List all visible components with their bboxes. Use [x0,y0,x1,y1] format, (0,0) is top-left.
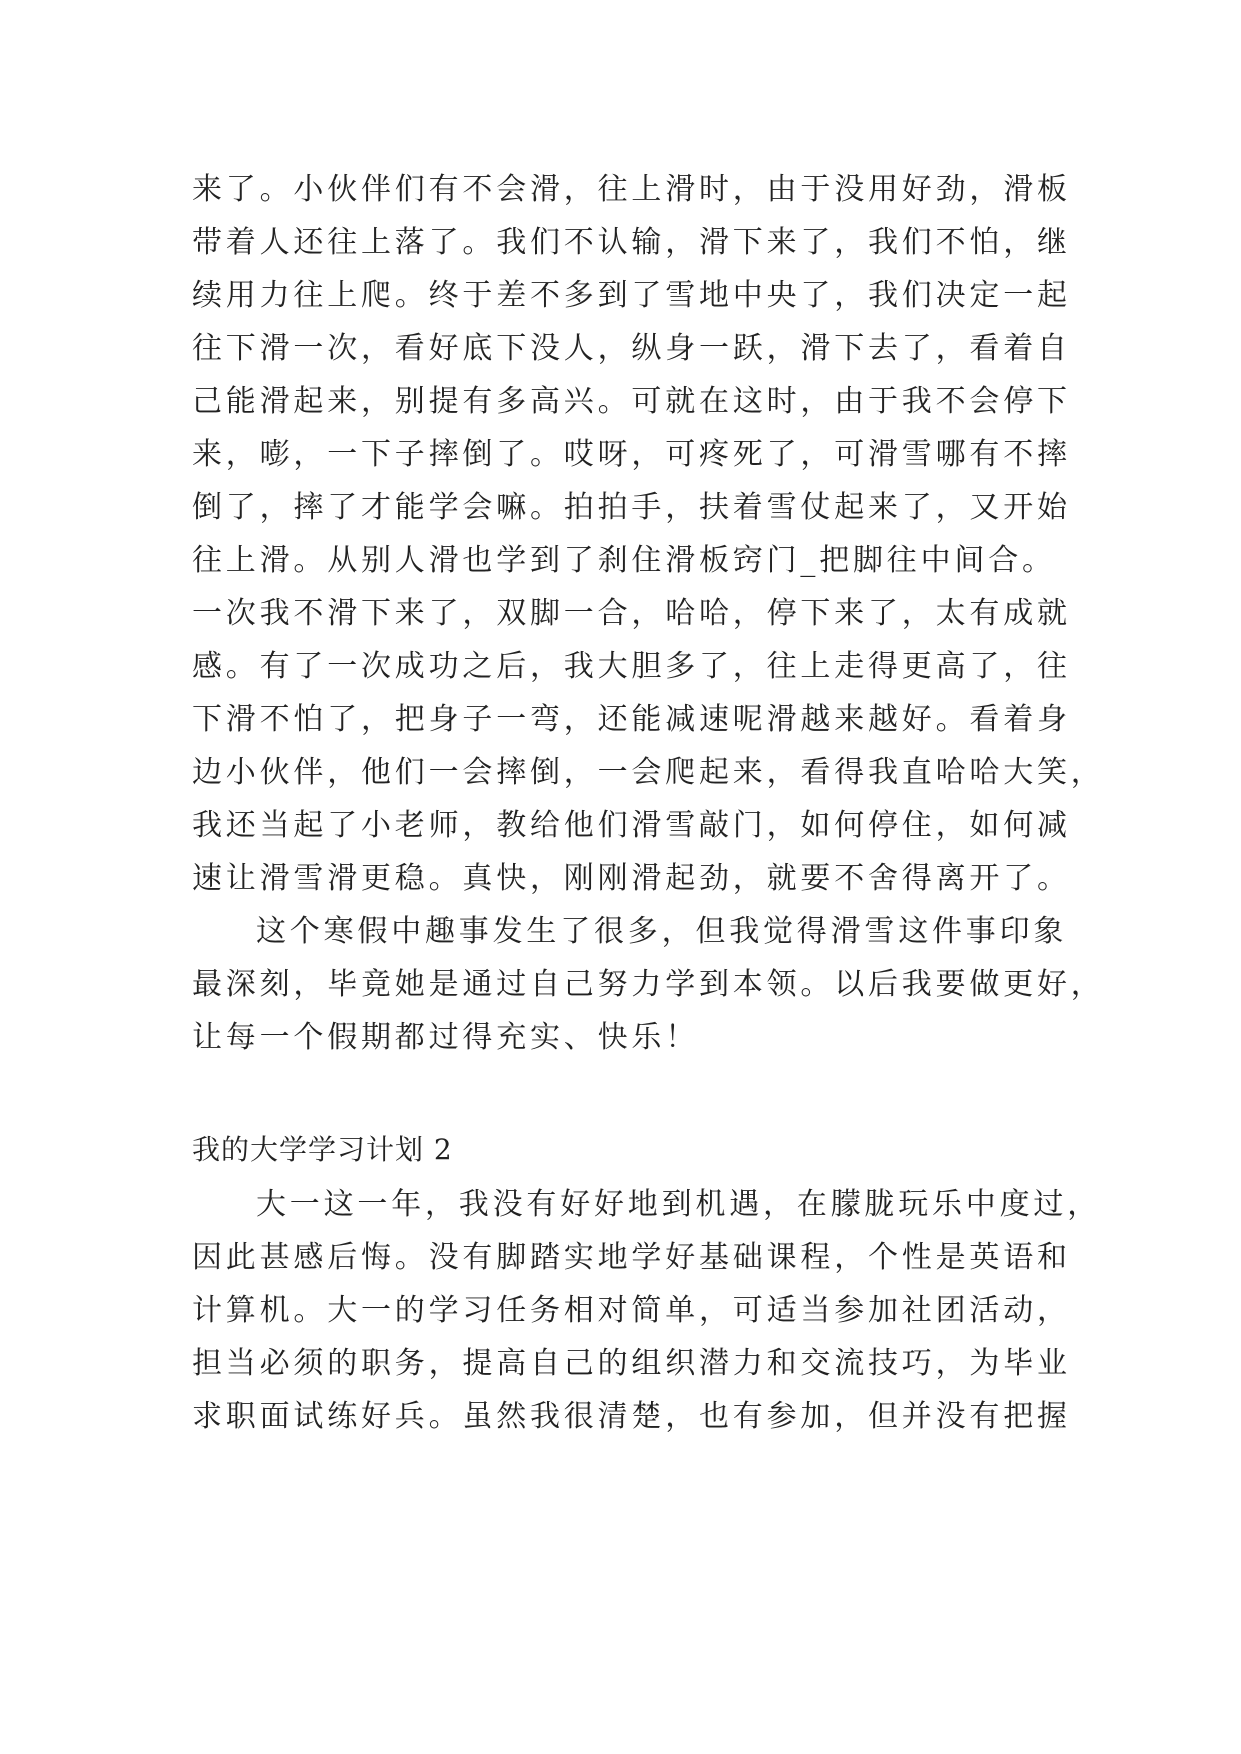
text-line: 续用力往上爬。终于差不多到了雪地中央了，我们决定一起 [192,278,1071,313]
text-line: 求职面试练好兵。虽然我很清楚，也有参加，但并没有把握 [192,1399,1071,1434]
text-line: 倒了，摔了才能学会嘛。拍拍手，扶着雪仗起来了，又开始 [192,490,1071,525]
text-line: 一次我不滑下来了，双脚一合，哈哈，停下来了，太有成就 [192,596,1071,631]
text-line: 我还当起了小老师，教给他们滑雪敲门，如何停住，如何减 [192,808,1071,843]
text-line: 让每一个假期都过得充实、快乐！ [192,1020,699,1055]
text-line: 边小伙伴，他们一会摔倒，一会爬起来，看得我直哈哈大笑， [192,755,1105,790]
text-line: 最深刻，毕竟她是通过自己努力学到本领。以后我要做更好， [192,967,1105,1002]
text-line: 带着人还往上落了。我们不认输，滑下来了，我们不怕，继 [192,225,1071,260]
text-line: 往上滑。从别人滑也学到了刹住滑板窍门_把脚往中间合。 [192,543,1056,578]
text-line: 来了。小伙伴们有不会滑，往上滑时，由于没用好劲，滑板 [192,172,1071,207]
text-line: 往下滑一次，看好底下没人，纵身一跃，滑下去了，看着自 [192,331,1071,366]
text-line: 大一这一年，我没有好好地到机遇，在朦胧玩乐中度过， [256,1187,1101,1222]
text-line: 速让滑雪滑更稳。真快，刚刚滑起劲，就要不舍得离开了。 [192,861,1071,896]
text-line: 这个寒假中趣事发生了很多，但我觉得滑雪这件事印象 [256,914,1068,949]
text-line: 感。有了一次成功之后，我大胆多了，往上走得更高了，往 [192,649,1071,684]
text-line: 因此甚感后悔。没有脚踏实地学好基础课程，个性是英语和 [192,1240,1071,1275]
text-line: 己能滑起来，别提有多高兴。可就在这时，由于我不会停下 [192,384,1071,419]
text-line: 来，嘭，一下子摔倒了。哎呀，可疼死了，可滑雪哪有不摔 [192,437,1071,472]
text-line: 担当必须的职务，提高自己的组织潜力和交流技巧，为毕业 [192,1346,1071,1381]
text-line: 下滑不怕了，把身子一弯，还能减速呢滑越来越好。看着身 [192,702,1071,737]
text-line: 计算机。大一的学习任务相对简单，可适当参加社团活动， [192,1293,1071,1328]
section-title: 我的大学学习计划 2 [192,1133,453,1166]
